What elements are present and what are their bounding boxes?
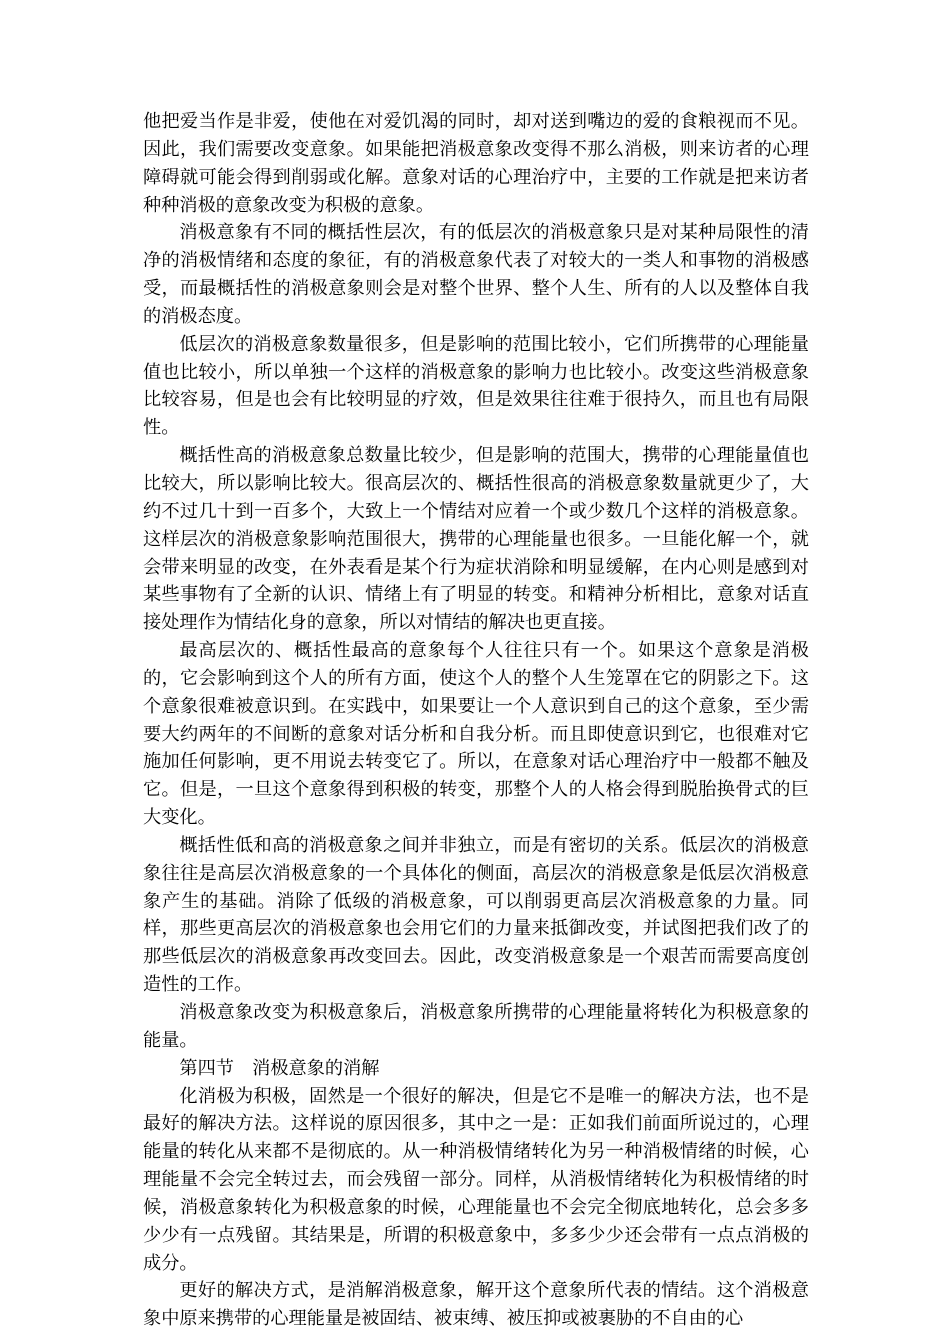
paragraph: 低层次的消极意象数量很多，但是影响的范围比较小，它们所携带的心理能量值也比较小，所以单独一个这样的消极意象的影响力也比较小。改变这些消极意象比较容易，但是也会有比较明显的疗效，但是效果往往难于很持久，而且也有局限性。 [143,333,809,439]
section-title: 消极意象的消解 [252,1057,380,1079]
paragraph: 概括性低和高的消极意象之间并非独立，而是有密切的关系。低层次的消极意象往往是高层次消极意象的一个具体化的侧面，高层次的消极意象是低层次消极意象产生的基础。消除了低级的消极意象，可以削弱更高层次消极意象的力量。同样，那些更高层次的消极意象也会用它们的力量来抵御改变，并试图把我们改了的那些低层次的消极意象再改变回去。因此，改变消极意象是一个艰苦而需要高度创造性的工作。 [143,834,809,996]
paragraph: 消极意象改变为积极意象后，消极意象所携带的心理能量将转化为积极意象的能量。 [143,1002,809,1051]
paragraph: 最高层次的、概括性最高的意象每个人往往只有一个。如果这个意象是消极的，它会影响到这个人的所有方面，使这个人的整个人生笼罩在它的阴影之下。这个意象很难被意识到。在实践中，如果要让一个人意识到自己的这个意象，至少需要大约两年的不间断的意象对话分析和自我分析。而且即使意识到它，也很难对它施加任何影响，更不用说去转变它了。所以，在意象对话心理治疗中一般都不触及它。但是，一旦这个意象得到积极的转变，那整个人的人格会得到脱胎换骨式的巨大变化。 [143,640,809,829]
paragraph: 更好的解决方式，是消解消极意象，解开这个意象所代表的情结。这个消极意象中原来携带的心理能量是被固结、被束缚、被压抑或被裹胁的不自由的心 [143,1280,809,1330]
document-page [143,108,809,1333]
paragraph: 消极意象有不同的概括性层次，有的低层次的消极意象只是对某种局限性的清净的消极情绪和态度的象征，有的消极意象代表了对较大的一类人和事物的消极感受，而最概括性的消极意象则会是对整个世界、整个人生、所有的人以及整体自我的消极态度。 [143,222,809,327]
paragraph: 化消极为积极，固然是一个很好的解决，但是它不是唯一的解决方法，也不是最好的解决方法。这样说的原因很多，其中之一是：正如我们前面所说过的，心理能量的转化从来都不是彻底的。从一种消极情绪转化为另一种消极情绪的时候，心理能量不会完全转过去，而会残留一部分。同样，从消极情绪转化为积极情绪的时候，消极意象转化为积极意象的时候，心理能量也不会完全彻底地转化，总会多多少少有一点残留。其结果是，所谓的积极意象中，多多少少还会带有一点点消极的成分。 [143,1085,809,1274]
paragraph: 概括性高的消极意象总数量比较少，但是影响的范围大，携带的心理能量值也比较大，所以影响比较大。很高层次的、概括性很高的消极意象数量就更少了，大约不过几十到一百多个，大致上一个情结对应着一个或少数几个这样的消极意象。这样层次的消极意象影响范围很大，携带的心理能量也很多。一旦能化解一个，就会带来明显的改变，在外表看是某个行为症状消除和明显缓解，在内心则是感到对某些事物有了全新的认识、情绪上有了明显的转变。和精神分析相比，意象对话直接处理作为情结化身的意象，所以对情结的解决也更直接。 [143,445,809,634]
paragraph: 他把爱当作是非爱，使他在对爱饥渴的同时，却对送到嘴边的爱的食粮视而不见。因此，我们需要改变意象。如果能把消极意象改变得不那么消极，则来访者的心理障碍就可能会得到削弱或化解。意象对话的心理治疗中，主要的工作就是把来访者种种消极的意象改变为积极的意象。 [143,111,809,216]
section-heading [143,1055,809,1083]
section-number: 第四节 [179,1057,234,1079]
